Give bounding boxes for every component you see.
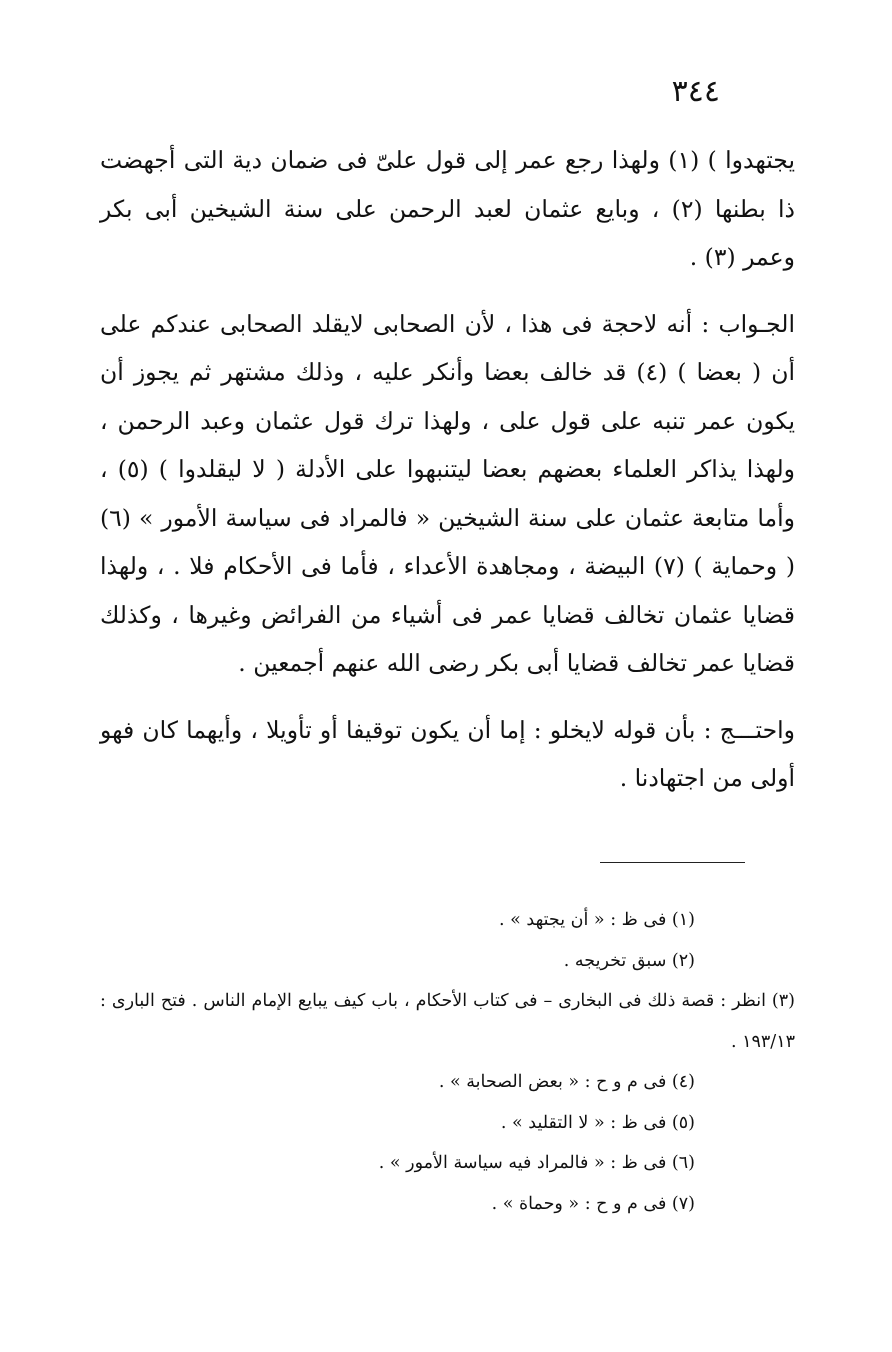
footnote: (٦) فى ظ : « فالمراد فيه سياسة الأمور » . xyxy=(378,1153,695,1173)
main-text xyxy=(100,136,795,803)
footnote: (٤) فى م و ح : « بعض الصحابة » . xyxy=(438,1072,695,1092)
page-number: ٣٤٤ xyxy=(671,74,720,109)
paragraph: واحتـــج : بأن قوله لايخلو : إما أن يكون توقيفا أو تأويلا ، وأيهما كان فهو أولى من اجتهادنا . xyxy=(100,715,795,792)
footnotes xyxy=(100,900,795,1224)
footnote-divider xyxy=(600,862,745,863)
paragraph: يجتهدوا ) (١) ولهذا رجع عمر إلى قول علىّ فى ضمان دية التى أجهضت ذا بطنها (٢) ، وبايع عثمان لعبد الرحمن على سنة الشيخين أبى بكر وعمر (٣) . xyxy=(100,146,795,271)
paragraph: الجـواب : أنه لاحجة فى هذا ، لأن الصحابى لايقلد الصحابى عندكم على أن ( بعضا ) (٤) قد خالف بعضا وأنكر عليه ، وذلك مشتهر ثم يجوز أن يكون عمر تنبه على قول على ، ولهذا ترك قول عثمان وعبد الرحمن ، ولهذا يذاكر العلماء بعضهم بعضا ليتنبهوا على الأدلة ( لا ليقلدوا ) (٥) ، وأما متابعة عثمان على سنة الشيخين « فالمراد فى سياسة الأمور » (٦) ( وحماية ) (٧) البيضة ، ومجاهدة الأعداء ، فأما فى الأحكام فلا . ، ولهذا قضايا عثمان تخالف قضايا عمر فى أشياء من الفرائض وغيرها ، وكذلك قضايا عمر تخالف قضايا أبى بكر رضى الله عنهم أجمعين . xyxy=(100,309,795,677)
footnote: (١) فى ظ : « أن يجتهد » . xyxy=(499,910,695,930)
footnote: (٧) فى م و ح : « وحماة » . xyxy=(491,1193,695,1214)
footnote: (٢) سبق تخريجه . xyxy=(563,950,695,971)
footnote: (٣) انظر : قصة ذلك فى البخارى – فى كتاب الأحكام ، باب كيف يبايع الإمام الناس . فتح البارى : ١٩٣/١٣ . xyxy=(100,991,795,1052)
footnote: (٥) فى ظ : « لا التقليد » . xyxy=(500,1112,695,1133)
